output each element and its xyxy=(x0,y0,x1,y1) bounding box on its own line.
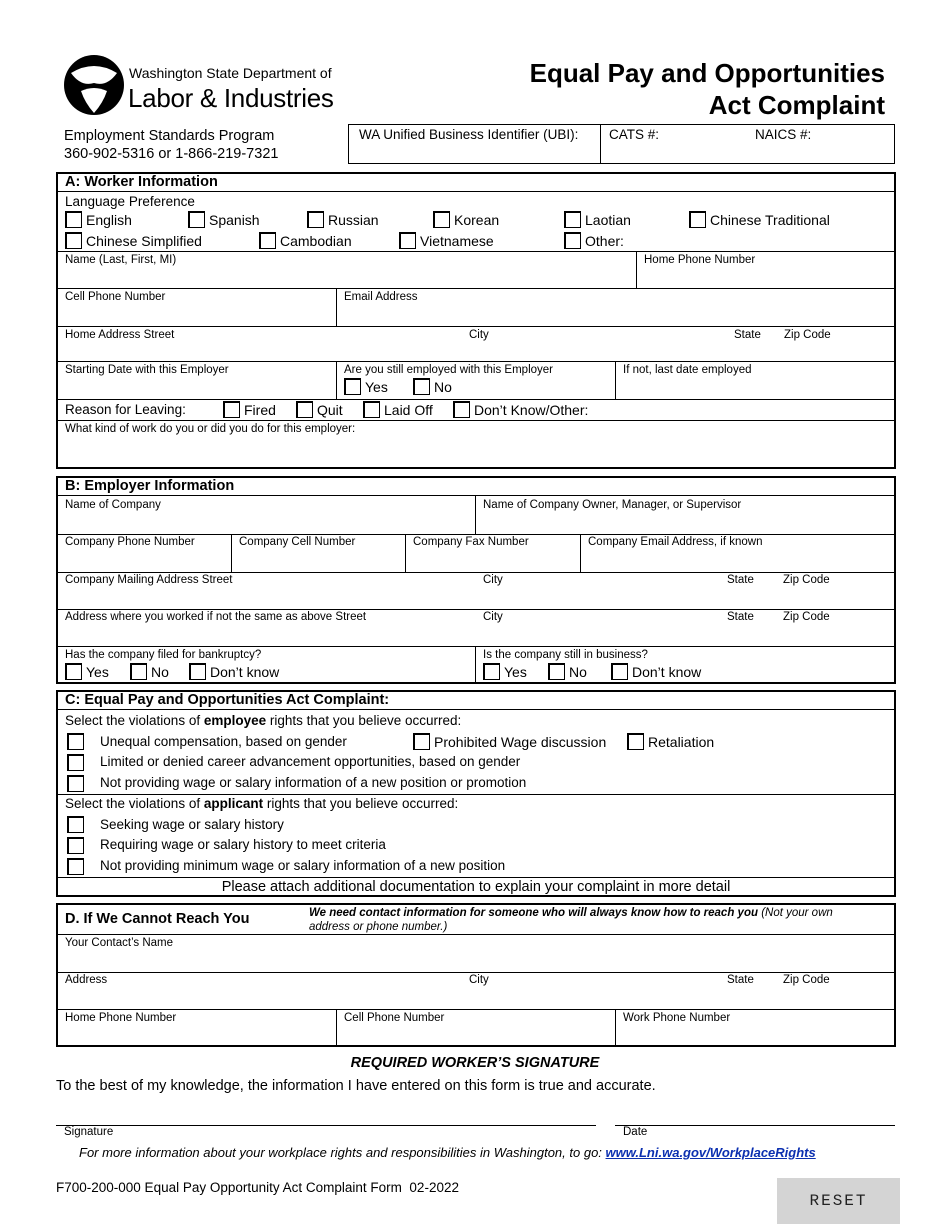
reason-for-leaving-label: Reason for Leaving: xyxy=(65,402,186,417)
form-id: F700-200-000 Equal Pay Opportunity Act Complaint Form 02-2022 xyxy=(56,1180,459,1195)
lang-korean-checkbox[interactable] xyxy=(433,211,450,228)
bankruptcy-yes-option[interactable]: Yes xyxy=(65,663,109,682)
date-label: Date xyxy=(623,1126,648,1138)
employee-violations-label: Select the violations of employee rights that you believe occurred: xyxy=(65,713,462,728)
requiring-salary-history-label: Requiring wage or salary history to meet criteria xyxy=(100,837,386,852)
bankruptcy-yes-checkbox[interactable] xyxy=(65,663,82,680)
company-fax-field[interactable]: Company Fax Number xyxy=(413,536,529,548)
lang-vietnamese-option[interactable]: Vietnamese xyxy=(399,232,494,251)
reason-laid-off-checkbox[interactable] xyxy=(363,401,380,418)
reset-button[interactable]: RESET xyxy=(777,1178,900,1224)
company-zip-field[interactable]: Zip Code xyxy=(783,574,830,586)
lang-chinese-traditional-option[interactable]: Chinese Traditional xyxy=(689,211,830,230)
ubi-label: WA Unified Business Identifier (UBI): xyxy=(359,127,579,142)
still-employed-yes-checkbox[interactable] xyxy=(344,378,361,395)
form-title-line1: Equal Pay and Opportunities xyxy=(529,58,885,88)
ubi-box[interactable] xyxy=(348,124,895,164)
worker-address-field[interactable]: Home Address Street xyxy=(65,329,175,341)
lang-laotian-option[interactable]: Laotian xyxy=(564,211,631,230)
date-line[interactable] xyxy=(615,1125,895,1126)
company-phone-field[interactable]: Company Phone Number xyxy=(65,536,195,548)
reason-laid-off-option[interactable]: Laid Off xyxy=(363,401,433,420)
lang-russian-checkbox[interactable] xyxy=(307,211,324,228)
contact-state-field[interactable]: State xyxy=(727,974,754,986)
start-date-field[interactable]: Starting Date with this Employer xyxy=(65,364,229,376)
company-name-field[interactable]: Name of Company xyxy=(65,499,161,511)
contact-name-field[interactable]: Your Contact’s Name xyxy=(65,937,174,949)
worker-cell-phone-field[interactable]: Cell Phone Number xyxy=(65,291,166,303)
language-preference-label: Language Preference xyxy=(65,194,195,209)
section-a-worker-information xyxy=(56,172,896,469)
worker-city-field[interactable]: City xyxy=(469,329,489,341)
lang-cambodian-checkbox[interactable] xyxy=(259,232,276,249)
agency-name: Washington State Department of xyxy=(129,65,332,81)
company-cell-field[interactable]: Company Cell Number xyxy=(239,536,356,548)
no-minimum-wage-info-label: Not providing minimum wage or salary information of a new position xyxy=(100,858,506,873)
attach-documentation-note: Please attach additional documentation to explain your complaint in more detail xyxy=(221,879,731,895)
lang-chinese-traditional-checkbox[interactable] xyxy=(689,211,706,228)
worker-zip-field[interactable]: Zip Code xyxy=(784,329,831,341)
reason-dont-know-checkbox[interactable] xyxy=(453,401,470,418)
agency-name-large: Labor & Industries xyxy=(128,83,334,113)
worker-name-field[interactable]: Name (Last, First, MI) xyxy=(65,254,177,266)
company-email-field[interactable]: Company Email Address, if known xyxy=(588,536,763,548)
still-employed-yes-option[interactable]: Yes xyxy=(344,378,388,397)
reason-quit-option[interactable]: Quit xyxy=(296,401,343,420)
section-d-note: We need contact information for someone who will always know how to reach you (Not your own address or phone number.) xyxy=(309,907,833,933)
worked-city-field[interactable]: City xyxy=(483,611,503,623)
in-business-no-option[interactable]: No xyxy=(548,663,587,682)
company-state-field[interactable]: State xyxy=(727,574,754,586)
section-c-title: C: Equal Pay and Opportunities Act Complaint: xyxy=(58,692,894,710)
lang-korean-option[interactable]: Korean xyxy=(433,211,499,230)
program-phones: 360-902-5316 or 1-866-219-7321 xyxy=(64,146,279,162)
lang-cambodian-option[interactable]: Cambodian xyxy=(259,232,352,251)
still-employed-no-option[interactable]: No xyxy=(413,378,452,397)
contact-city-field[interactable]: City xyxy=(469,974,489,986)
cats-label: CATS #: xyxy=(609,127,660,142)
naics-label: NAICS #: xyxy=(755,127,812,142)
worked-address-field[interactable]: Address where you worked if not the same as above Street xyxy=(65,611,367,623)
lang-laotian-checkbox[interactable] xyxy=(564,211,581,228)
lang-spanish-option[interactable]: Spanish xyxy=(188,211,260,230)
signature-line[interactable] xyxy=(56,1125,596,1126)
contact-home-phone-field[interactable]: Home Phone Number xyxy=(65,1012,177,1024)
section-b-employer-information xyxy=(56,476,896,684)
reason-fired-checkbox[interactable] xyxy=(223,401,240,418)
program-name: Employment Standards Program xyxy=(64,128,275,144)
in-business-yes-option[interactable]: Yes xyxy=(483,663,527,682)
limited-advancement-checkbox[interactable] xyxy=(67,754,84,771)
section-d-title: D. If We Cannot Reach You xyxy=(65,911,250,927)
lang-chinese-simplified-checkbox[interactable] xyxy=(65,232,82,249)
in-business-dont-know-checkbox[interactable] xyxy=(611,663,628,680)
seeking-salary-history-checkbox[interactable] xyxy=(67,816,84,833)
in-business-no-checkbox[interactable] xyxy=(548,663,565,680)
lang-spanish-checkbox[interactable] xyxy=(188,211,205,228)
lang-chinese-simplified-option[interactable]: Chinese Simplified xyxy=(65,232,202,251)
lang-other-option[interactable]: Other: xyxy=(564,232,624,251)
reason-quit-checkbox[interactable] xyxy=(296,401,313,418)
section-b-title: B: Employer Information xyxy=(58,478,894,496)
last-date-employed-field[interactable]: If not, last date employed xyxy=(623,364,752,376)
reason-dont-know-option[interactable]: Don’t Know/Other: xyxy=(453,401,588,420)
contact-zip-field[interactable]: Zip Code xyxy=(783,974,830,986)
bankruptcy-dont-know-checkbox[interactable] xyxy=(189,663,206,680)
signature-label: Signature xyxy=(64,1126,114,1138)
in-business-yes-checkbox[interactable] xyxy=(483,663,500,680)
worked-zip-field[interactable]: Zip Code xyxy=(783,611,830,623)
worker-email-field[interactable]: Email Address xyxy=(344,291,418,303)
retaliation-checkbox[interactable] xyxy=(627,733,644,750)
lang-russian-option[interactable]: Russian xyxy=(307,211,379,230)
worker-home-phone-field[interactable]: Home Phone Number xyxy=(644,254,756,266)
lang-vietnamese-checkbox[interactable] xyxy=(399,232,416,249)
unequal-compensation-label: Unequal compensation, based on gender xyxy=(100,734,347,749)
in-business-dont-know-option[interactable]: Don’t know xyxy=(611,663,701,682)
contact-work-phone-field[interactable]: Work Phone Number xyxy=(623,1012,731,1024)
lang-english-checkbox[interactable] xyxy=(65,211,82,228)
section-c-complaint xyxy=(56,690,896,897)
section-a-title: A: Worker Information xyxy=(58,174,894,192)
prohibited-wage-checkbox[interactable] xyxy=(413,733,430,750)
bankruptcy-dont-know-option[interactable]: Don’t know xyxy=(189,663,279,682)
more-info-text: For more information about your workplace rights and responsibilities in Washington, to go: www.Lni.wa.gov/WorkplaceRights xyxy=(79,1145,816,1160)
requiring-salary-history-checkbox[interactable] xyxy=(67,837,84,854)
company-owner-field[interactable]: Name of Company Owner, Manager, or Supervisor xyxy=(483,499,742,511)
attestation-text: To the best of my knowledge, the information I have entered on this form is true and accurate. xyxy=(56,1078,656,1094)
form-title-line2: Act Complaint xyxy=(708,90,885,120)
reason-fired-option[interactable]: Fired xyxy=(223,401,276,420)
lang-other-checkbox[interactable] xyxy=(564,232,581,249)
section-d-contact xyxy=(56,903,896,1047)
work-kind-field[interactable]: What kind of work do you or did you do for this employer: xyxy=(65,423,356,435)
no-minimum-wage-info-checkbox[interactable] xyxy=(67,858,84,875)
contact-cell-phone-field[interactable]: Cell Phone Number xyxy=(344,1012,445,1024)
company-mailing-address-field[interactable]: Company Mailing Address Street xyxy=(65,574,233,586)
lang-english-option[interactable]: English xyxy=(65,211,132,230)
limited-advancement-label: Limited or denied career advancement opportunities, based on gender xyxy=(100,754,521,769)
bankruptcy-no-checkbox[interactable] xyxy=(130,663,147,680)
seeking-salary-history-label: Seeking wage or salary history xyxy=(100,817,284,832)
applicant-violations-label: Select the violations of applicant rights that you believe occurred: xyxy=(65,796,459,811)
bankruptcy-label: Has the company filed for bankruptcy? xyxy=(65,649,262,661)
signature-heading: REQUIRED WORKER’S SIGNATURE xyxy=(350,1055,600,1071)
no-wage-info-promotion-checkbox[interactable] xyxy=(67,775,84,792)
lni-logo xyxy=(63,53,125,117)
still-employed-label: Are you still employed with this Employer xyxy=(344,364,553,376)
form-title xyxy=(530,57,885,121)
prohibited-wage-option[interactable]: Prohibited Wage discussion xyxy=(413,733,606,752)
retaliation-option[interactable]: Retaliation xyxy=(627,733,714,752)
workplace-rights-link[interactable]: www.Lni.wa.gov/WorkplaceRights xyxy=(605,1145,816,1160)
worked-state-field[interactable]: State xyxy=(727,611,754,623)
bankruptcy-no-option[interactable]: No xyxy=(130,663,169,682)
worker-state-field[interactable]: State xyxy=(734,329,761,341)
no-wage-info-promotion-label: Not providing wage or salary information of a new position or promotion xyxy=(100,775,527,790)
contact-address-field[interactable]: Address xyxy=(65,974,108,986)
in-business-label: Is the company still in business? xyxy=(483,649,648,661)
unequal-compensation-checkbox[interactable] xyxy=(67,733,84,750)
still-employed-no-checkbox[interactable] xyxy=(413,378,430,395)
company-city-field[interactable]: City xyxy=(483,574,503,586)
